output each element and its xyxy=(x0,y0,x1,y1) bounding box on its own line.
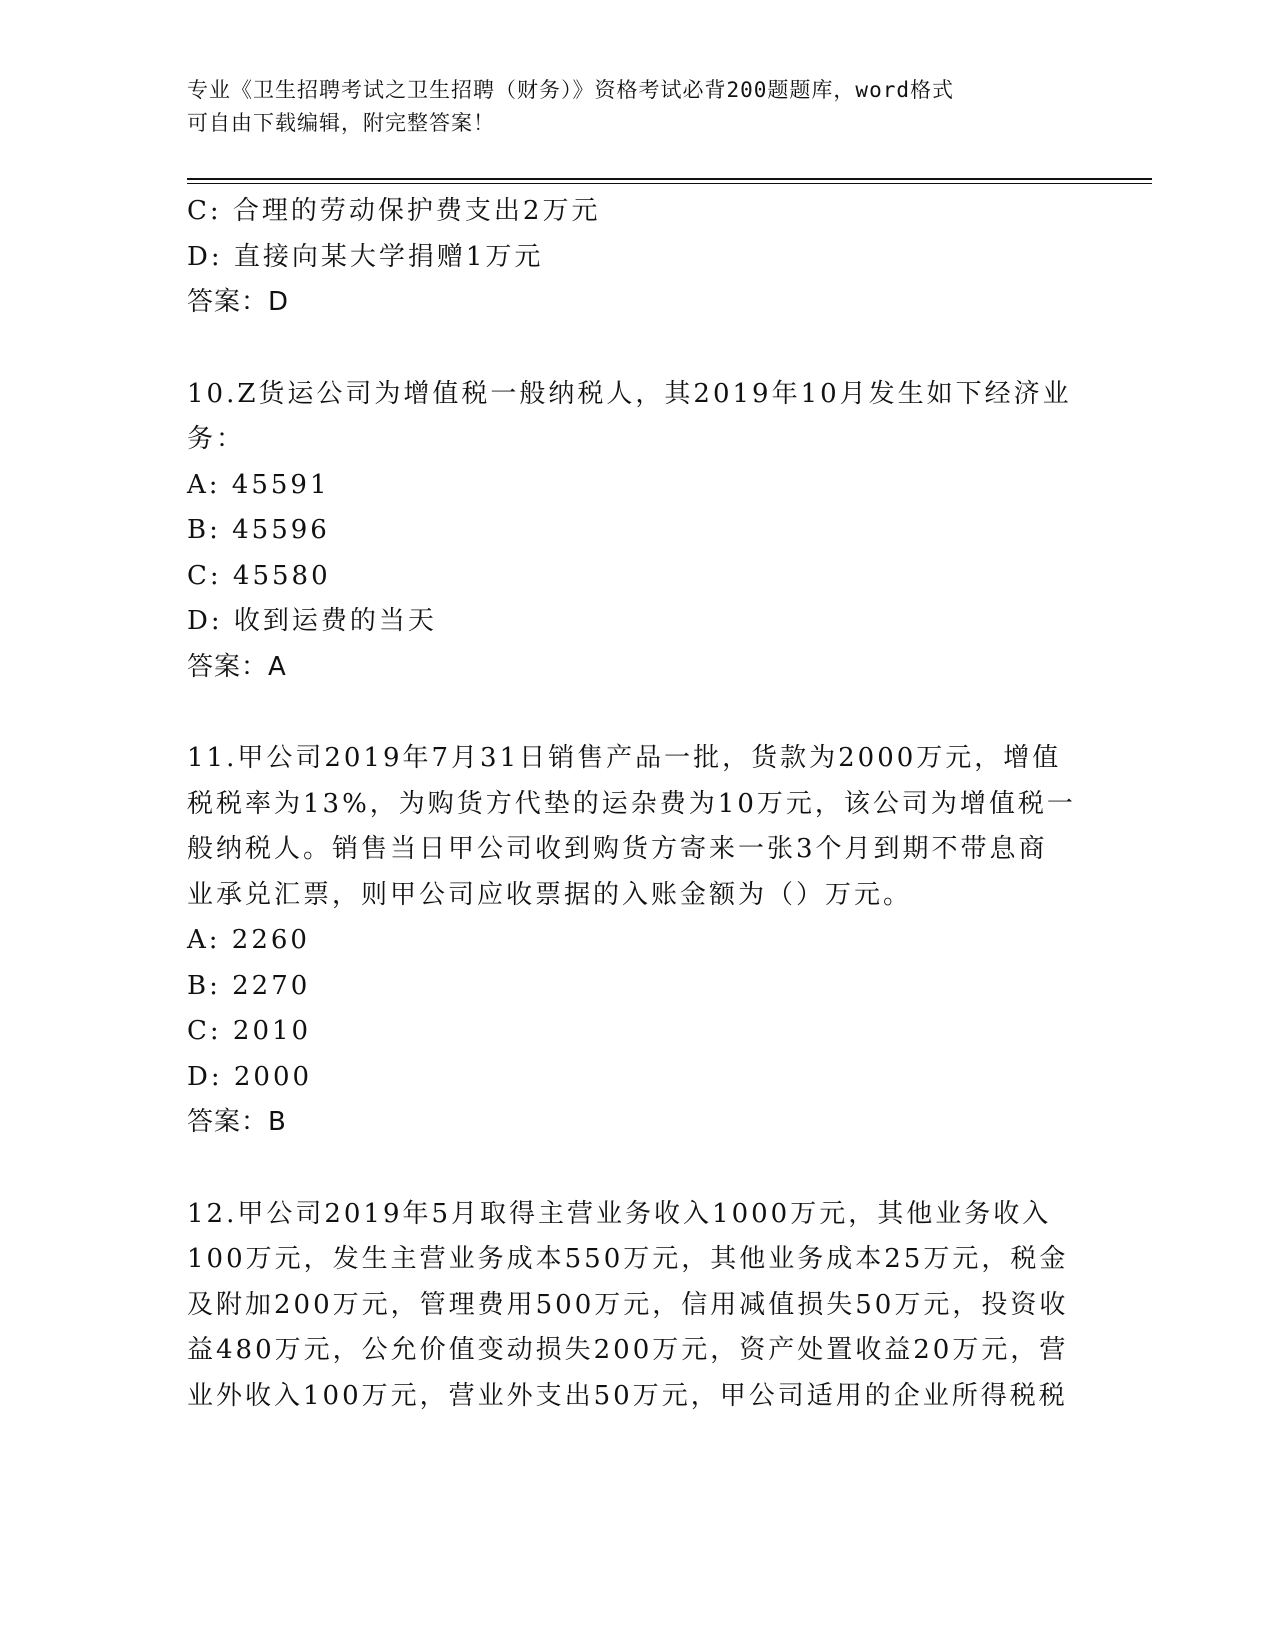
q10-answer: 答案：A xyxy=(187,651,287,682)
q12-stem-line-1: 12.甲公司2019年5月取得主营业务收入1000万元，其他业务收入 xyxy=(187,1198,1052,1229)
q9-answer: 答案：D xyxy=(187,287,290,317)
q11-stem-line-4: 业承兑汇票，则甲公司应收票据的入账金额为（）万元。 xyxy=(187,879,913,910)
q9-option-d: D: 直接向某大学捐赠1万元 xyxy=(187,241,544,272)
q9-option-c: C: 合理的劳动保护费支出2万元 xyxy=(187,196,601,226)
header-line-2: 可自由下载编辑，附完整答案！ xyxy=(187,111,495,135)
q11-option-b: B: 2270 xyxy=(187,970,311,1001)
q10-option-c: C: 45580 xyxy=(187,560,331,591)
q10-option-d: D: 收到运费的当天 xyxy=(187,606,437,636)
q10-stem-line-1: 10.Z货运公司为增值税一般纳税人，其2019年10月发生如下经济业 xyxy=(187,378,1072,409)
q10-option-a: A: 45591 xyxy=(187,469,330,500)
q12-stem-line-3: 及附加200万元，管理费用500万元，信用减值损失50万元，投资收 xyxy=(187,1289,1069,1320)
header-divider-thick xyxy=(187,178,1152,180)
q11-option-a: A: 2260 xyxy=(187,925,310,955)
q12-stem-line-2: 100万元，发生主营业务成本550万元，其他业务成本25万元，税金 xyxy=(187,1244,1069,1274)
q11-option-c: C: 2010 xyxy=(187,1016,312,1046)
document-body xyxy=(187,189,1087,1419)
q12-stem-line-5: 业外收入100万元，营业外支出50万元，甲公司适用的企业所得税税 xyxy=(187,1380,1068,1411)
header-line-1: 专业《卫生招聘考试之卫生招聘（财务）》资格考试必背200题题库，word格式 xyxy=(187,78,954,102)
q11-stem-line-1: 11.甲公司2019年7月31日销售产品一批，货款为2000万元，增值 xyxy=(187,743,1062,773)
header-divider-thin xyxy=(187,183,1152,184)
q11-stem-line-2: 税税率为13%，为购货方代垫的运杂费为10万元，该公司为增值税一 xyxy=(187,788,1076,819)
q10-stem-line-2: 务： xyxy=(187,424,246,454)
q11-option-d: D: 2000 xyxy=(187,1061,313,1092)
q10-option-b: B: 45596 xyxy=(187,515,330,545)
q11-stem-line-3: 般纳税人。销售当日甲公司收到购货方寄来一张3个月到期不带息商 xyxy=(187,834,1048,864)
q12-stem-line-4: 益480万元，公允价值变动损失200万元，资产处置收益20万元，营 xyxy=(187,1335,1069,1365)
q11-answer: 答案：B xyxy=(187,1107,287,1137)
document-header xyxy=(187,74,1067,140)
